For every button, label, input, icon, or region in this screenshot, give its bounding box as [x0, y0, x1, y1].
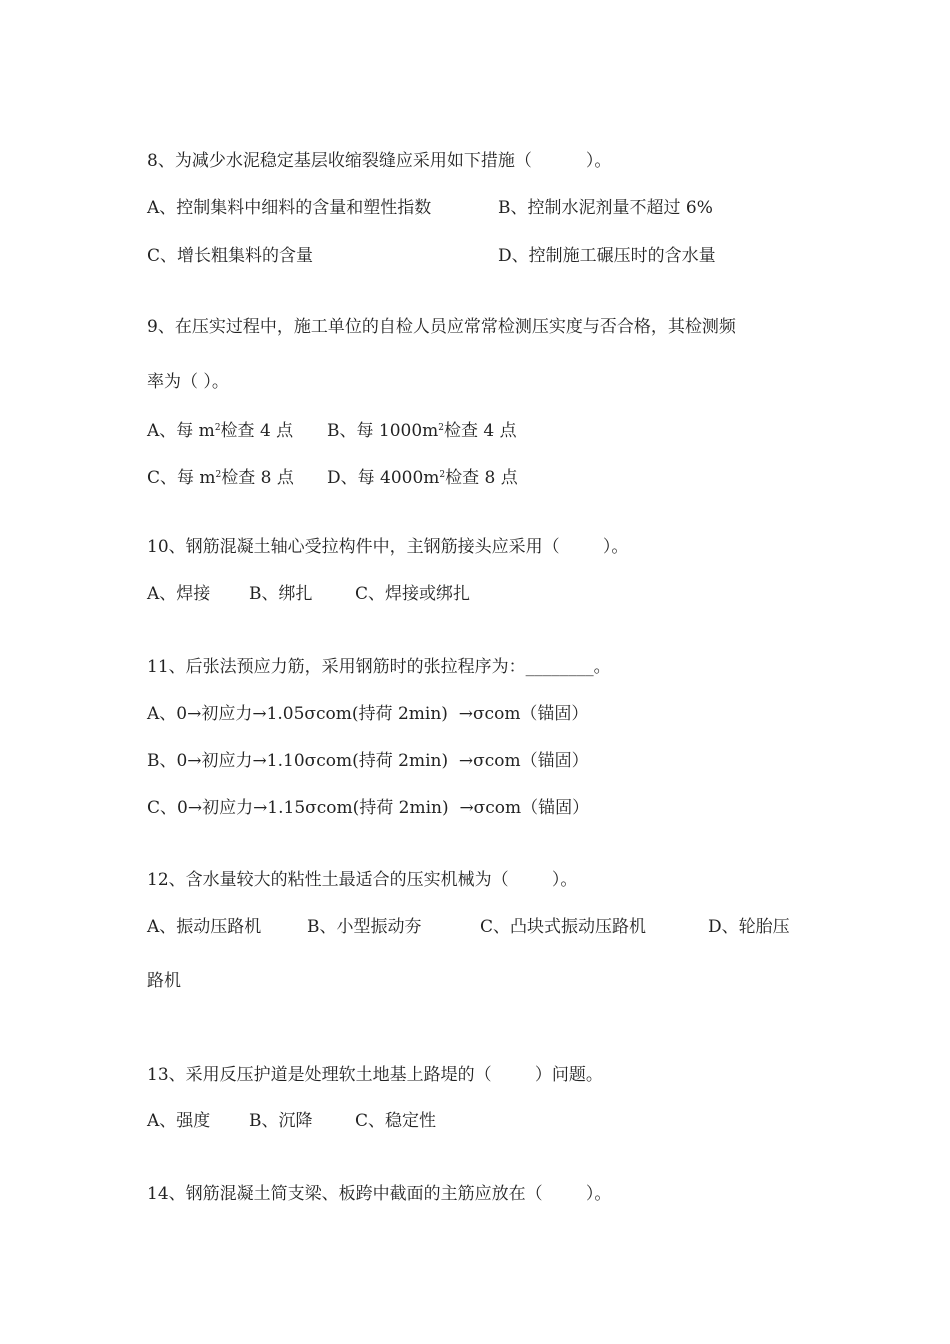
question-10-stem: 10、钢筋混凝土轴心受拉构件中，主钢筋接头应采用（ ）。: [147, 537, 629, 557]
question-11-option-a: A、0→初应力→1.05σcom(持荷 2min) →σcom（锚固）: [147, 704, 589, 724]
question-14-stem: 14、钢筋混凝土简支梁、板跨中截面的主筋应放在（ ）。: [147, 1184, 612, 1204]
question-12-option-d-continued: 路机: [147, 971, 181, 991]
question-10-option-a: A、焊接: [147, 584, 211, 604]
question-12-option-c: C、凸块式振动压路机: [480, 917, 647, 937]
question-11-stem: 11、后张法预应力筋，采用钢筋时的张拉程序为：________。: [147, 657, 611, 677]
question-12-option-d: D、轮胎压: [708, 917, 790, 937]
question-11-option-b: B、0→初应力→1.10σcom(持荷 2min) →σcom（锚固）: [147, 751, 589, 771]
question-13-option-b: B、沉降: [249, 1111, 313, 1131]
question-8-option-d: D、控制施工碾压时的含水量: [498, 246, 716, 266]
question-10-option-c: C、焊接或绑扎: [355, 584, 471, 604]
question-12-option-b: B、小型振动夯: [307, 917, 422, 937]
question-9-option-b: B、每 $1000m^2$检查 4 点: [327, 421, 517, 441]
question-10-option-b: B、绑扎: [249, 584, 313, 604]
question-12-option-a: A、振动压路机: [147, 917, 262, 937]
question-13-option-a: A、强度: [147, 1111, 211, 1131]
question-12-stem: 12、含水量较大的粘性土最适合的压实机械为（ ）。: [147, 870, 578, 890]
question-13-option-c: C、稳定性: [355, 1111, 437, 1131]
question-11-option-c: C、0→初应力→1.15σcom(持荷 2min) →σcom（锚固）: [147, 798, 590, 818]
question-9-option-c: C、每 $m^2$检查 8 点: [147, 468, 294, 488]
question-8-option-c: C、增长粗集料的含量: [147, 246, 314, 266]
question-9-stem-line2: 率为（ ）。: [147, 372, 229, 392]
question-8-stem: 8、为减少水泥稳定基层收缩裂缝应采用如下措施（ ）。: [147, 151, 612, 171]
question-8-option-b: B、控制水泥剂量不超过 6%: [498, 198, 713, 218]
question-8-option-a: A、控制集料中细料的含量和塑性指数: [147, 198, 432, 218]
question-9-stem-line1: 9、在压实过程中，施工单位的自检人员应常常检测压实度与否合格，其检测频: [147, 317, 736, 337]
question-9-option-a: A、每 $m^2$检查 4 点: [147, 421, 294, 441]
question-13-stem: 13、采用反压护道是处理软土地基上路堤的（ ）问题。: [147, 1065, 603, 1085]
question-9-option-d: D、每 $4000m^2$检查 8 点: [327, 468, 518, 488]
